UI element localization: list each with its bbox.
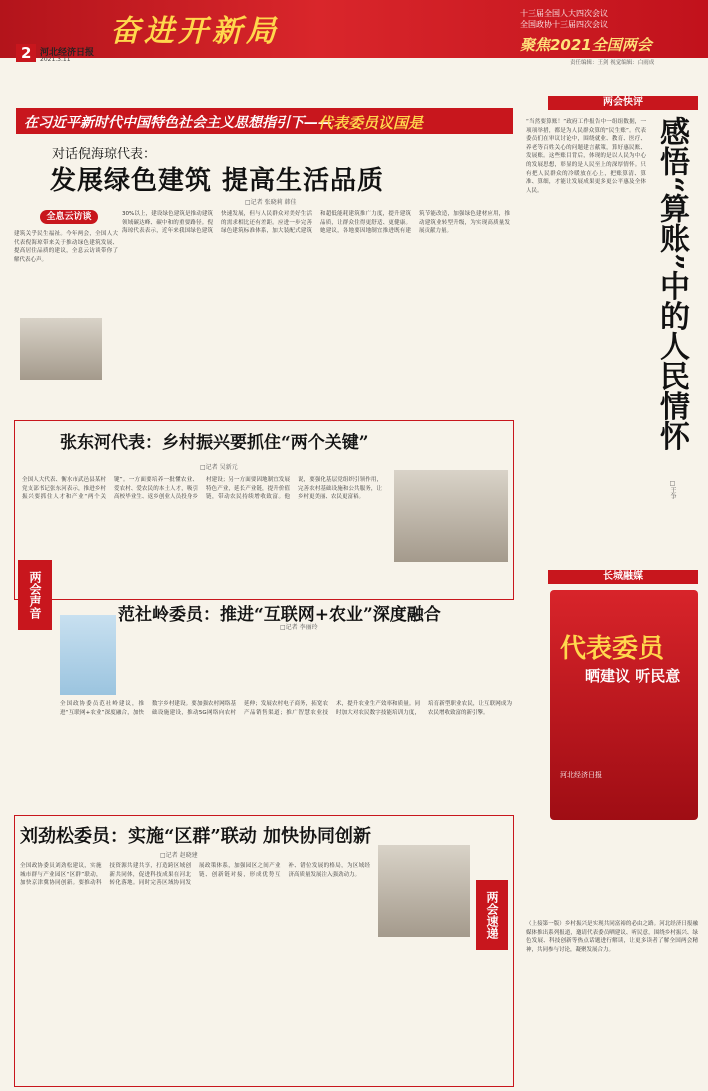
media-body: （上接第一版）乡村振兴是实现共同富裕的必由之路。河北经济日报融媒体推出系列报道，邀请代表委员晒建议、听民意，围绕乡村振兴、绿色发展、科技创新等热点话题进行解读，让更多读者了解全国两会精神，共同参与讨论，凝聚发展合力。 — [526, 921, 698, 953]
lead-kicker: 对话倪海琼代表： — [52, 147, 157, 162]
media-slogan: 晒建议 听民意 — [585, 667, 681, 685]
section-tag-shengyin: 两会声音 — [18, 560, 52, 630]
banner-title: 奋进开新局 — [110, 14, 280, 49]
congress-line-npc: 十三届全国人大四次会议 — [520, 9, 608, 18]
theme-bar-left: 在习近平新时代中国特色社会主义思想指引下—— — [24, 115, 332, 131]
editor-credit: 责任编辑：王剑 视觉编辑：白雨成 — [570, 60, 655, 66]
article3-title: 刘劲松委员：实施“区群”联动 加快协同创新 — [20, 826, 371, 847]
lead-qr-photo — [20, 318, 102, 380]
article3-photo — [378, 845, 470, 937]
section-tag-sudi: 两会速递 — [476, 880, 508, 950]
commentary-author: □王争 — [669, 480, 676, 499]
article1-body: 全国人大代表、衡水市武邑县某村党支部书记张东河表示，推进乡村振兴要抓住人才和产业“两个关键”。一方面要培养一批懂农业、爱农村、爱农民的本土人才，吸引高校毕业生、返乡创业人员投身乡村建设；另一方面要因地制宜发展特色产业，延长产业链，提升价值链，带动农民持续增收致富。他说，要强化基层党组织引领作用，完善农村基础设施和公共服务，让乡村更美丽、农民更富裕。 — [22, 477, 382, 501]
lead-headline: 发展绿色建筑 提高生活品质 — [50, 166, 385, 196]
lead-side-tag: 全息云访谈 — [40, 210, 98, 224]
congress-line-cppcc: 全国政协十三届四次会议 — [520, 20, 608, 29]
congress-lines — [520, 8, 608, 30]
media-phone-screen — [550, 590, 698, 820]
section-tag-kuaiping: 两会快评 — [548, 96, 698, 110]
article3-byline: □记者 赵晓建 — [160, 852, 198, 859]
commentary-title: 感悟“算账”中的人民情怀 — [654, 116, 689, 451]
article2-byline: □记者 李丽玲 — [280, 624, 318, 631]
commentary-body: “当然要算账！”政府工作报告中一组组数据，一项项举措，都是为人民群众算的“民生账”。代表委员们在审议讨论中，围绕就业、教育、医疗、养老等百姓关心的问题建言献策，算好惠民账、发展账。这些账目背后，体现的是以人民为中心的发展思想，彰显的是人民至上的深厚情怀。只有把人民群众的冷暖放在心上，把账算清、算准、算细，才能让发展成果更多更公平惠及全体人民。 — [526, 119, 646, 194]
lead-body: 30%以上，建设绿色建筑是推动建筑领域碳达峰、碳中和的重要路径。倪海琼代表表示，近年来我国绿色建筑快速发展，但与人民群众对美好生活的需求相比还有差距。应进一步完善绿色建筑标准体系，加大装配式建筑和超低能耗建筑推广力度，提升建筑品质，让群众住得更舒适、更健康。她建议，各地要因地制宜推进既有建筑节能改造，加强绿色建材应用，推动建筑业转型升级，为实现高质量发展贡献力量。 — [122, 211, 510, 235]
section-tag-changcheng: 长城融媒 — [548, 570, 698, 584]
article1-title: 张东河代表：乡村振兴要抓住“两个关键” — [60, 433, 369, 453]
media-header: 代表委员 — [560, 634, 665, 664]
page-number: 2 — [16, 44, 36, 62]
article3-body: 全国政协委员刘劲松建议，实施城市群与产业园区“区群”联动，加快京津冀协同创新。要推动科技资源共建共享，打造跨区域创新共同体，促进科技成果在河北转化落地。同时完善区域协同发展政策体系，加强园区之间产业链、创新链对接，形成优势互补、错位发展的格局，为区域经济高质量发展注入强劲动力。 — [20, 863, 370, 887]
article2-photo — [60, 615, 116, 695]
banner-focus: 聚焦2021全国两会 — [520, 36, 652, 54]
issue-date: 2021.3.11 — [40, 56, 71, 63]
paper-name: 河北经济日报 — [40, 48, 95, 58]
article1-byline: □记者 吴新元 — [200, 464, 238, 471]
article2-body: 全国政协委员范社岭建议，推进“互联网+农业”深度融合，加快数字乡村建设。要加强农村网络基础设施建设，推动5G网络向农村延伸；发展农村电子商务，拓宽农产品销售渠道；推广智慧农业技术，提升农业生产效率和质量。同时加大对农民数字技能培训力度，培育新型职业农民，让互联网成为农民增收致富的新引擎。 — [60, 701, 512, 716]
theme-bar-right: 代表委员议国是 — [318, 114, 424, 132]
lead-side-text: 建筑关乎民生福祉。今年两会，全国人大代表倪海琼带来关于推动绿色建筑发展、提高居住品质的建议，全息云访谈带你了解代表心声。 — [14, 231, 118, 263]
media-handle: 河北经济日报 — [560, 771, 602, 779]
article2-title: 范社岭委员：推进“互联网+农业”深度融合 — [118, 605, 441, 625]
article1-photo — [394, 470, 508, 562]
lead-byline: □记者 张晓莉 韩佳 — [245, 199, 297, 206]
